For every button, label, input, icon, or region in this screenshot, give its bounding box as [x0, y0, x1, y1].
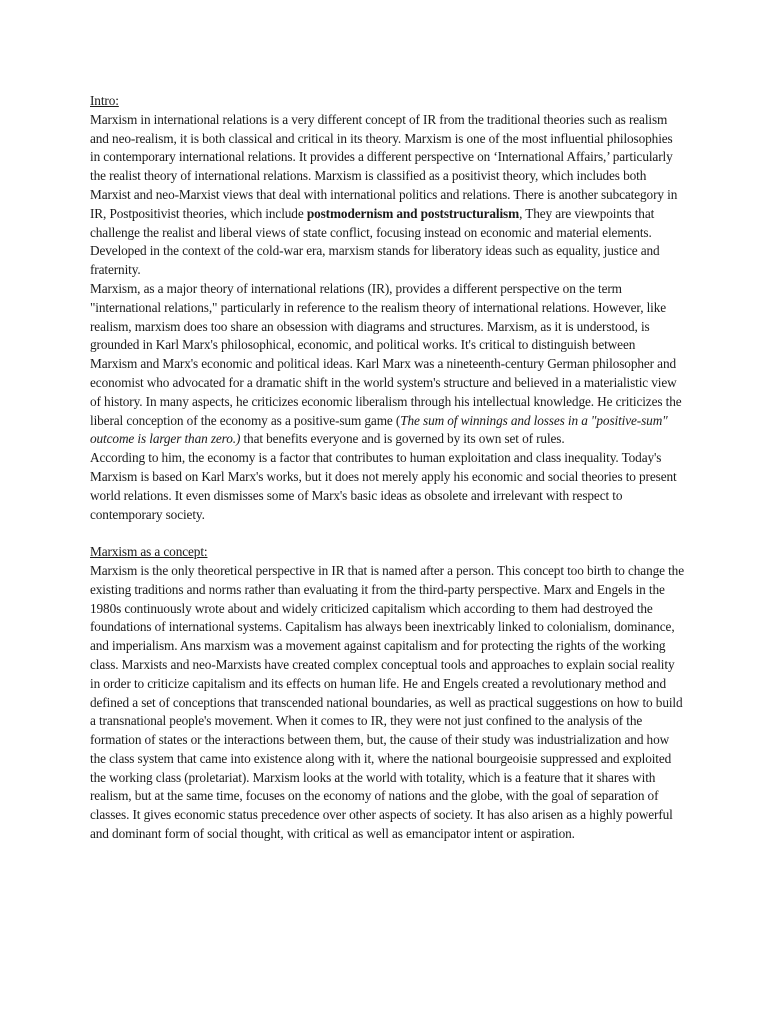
intro-p3-italic-note: The sum of winnings and losses in a "positive-sum" outcome is larger than zero.)	[90, 412, 668, 447]
intro-p1-text-a: Marxism in international relations is a very different concept of IR from the traditional theories such as realism and neo-realism, it is both classical and critical in its theory. Marxism is one of the most influential philosophies in contemporary international relations. It provides a different perspective on ‘International Affairs,’ particularly the realist theory of international relations. Marxism is classified as a positivist theory, which includes both Marxist and neo-Marxist views that deal with international politics and relations. There is another subcategory in IR, Postpositivist theories, which include	[90, 111, 678, 221]
intro-heading: Intro:	[90, 93, 119, 108]
intro-paragraph-3	[90, 280, 684, 449]
intro-paragraph-4: According to him, the economy is a factor that contributes to human exploitation and class inequality. Today's Marxism is based on Karl Marx's works, but it does not merely apply his economic and social theories to present world relations. It even dismisses some of Marx's basic ideas as obsolete and irrelevant with respect to contemporary society.	[90, 450, 677, 522]
concept-paragraph-1: Marxism is the only theoretical perspective in IR that is named after a person. This concept too birth to change the existing traditions and norms rather than evaluating it from the third-party perspective. Marx and Engels in the 1980s continuously wrote about and widely criticized capitalism which according to them had destroyed the foundations of international systems. Capitalism has always been inextricably linked to colonialism, dominance, and imperialism. Ans marxism was a movement against capitalism and for protecting the rights of the working class. Marxists and neo-Marxists have created complex conceptual tools and approaches to explain social reality in order to criticize capitalism and its effects on human life. He and Engels created a revolutionary method and defined a set of conceptions that transcended national boundaries, as well as practical suggestions on how to build a transnational people's movement. When it comes to IR, they were not just confined to the analysis of the formation of states or the interactions between them, but, the cause of their study was industrialization and how the class system that came into existence along with it, where the national bourgeoisie suppressed and exploited the working class (proletariat). Marxism looks at the world with totality, which is a feature that it shares with realism, but at the same time, focuses on the economy of nations and the globe, with the goal of separation of classes. It gives economic status precedence over other aspects of society. It has also arisen as a highly powerful and dominant form of social thought, with critical as well as emancipator intent or aspiration.	[90, 562, 684, 842]
intro-paragraph-1	[90, 111, 684, 243]
intro-p3-text-b: that benefits everyone and is governed by its own set of rules.	[240, 431, 565, 447]
intro-p3-text-a: Marxism, as a major theory of international relations (IR), provides a different perspective on the term "international relations," particularly in reference to the realism theory of international relations. However, like realism, marxism does too share an obsession with diagrams and structures. Marxism, as it is understood, is grounded in Karl Marx's philosophical, economic, and political works. It's critical to distinguish between Marxism and Marx's economic and political ideas. Karl Marx was a nineteenth-century German philosopher and economist who advocated for a dramatic shift in the world system's structure and believed in a materialistic view of history. In many aspects, he criticizes economic liberalism through his intellectual knowledge. He criticizes the liberal conception of the economy as a positive-sum game (	[90, 280, 682, 428]
document-page	[90, 92, 684, 844]
intro-paragraph-2: Developed in the context of the cold-war era, marxism stands for liberatory ideas such as equality, justice and fraternity.	[90, 243, 660, 278]
intro-p1-text-b: , They are viewpoints that challenge the realist and liberal views of state conflict, focusing instead on economic and material elements.	[90, 205, 655, 240]
concept-heading: Marxism as a concept:	[90, 544, 208, 560]
section-spacer	[90, 524, 684, 543]
intro-p1-bold-terms: postmodernism and poststructuralism	[306, 205, 520, 221]
